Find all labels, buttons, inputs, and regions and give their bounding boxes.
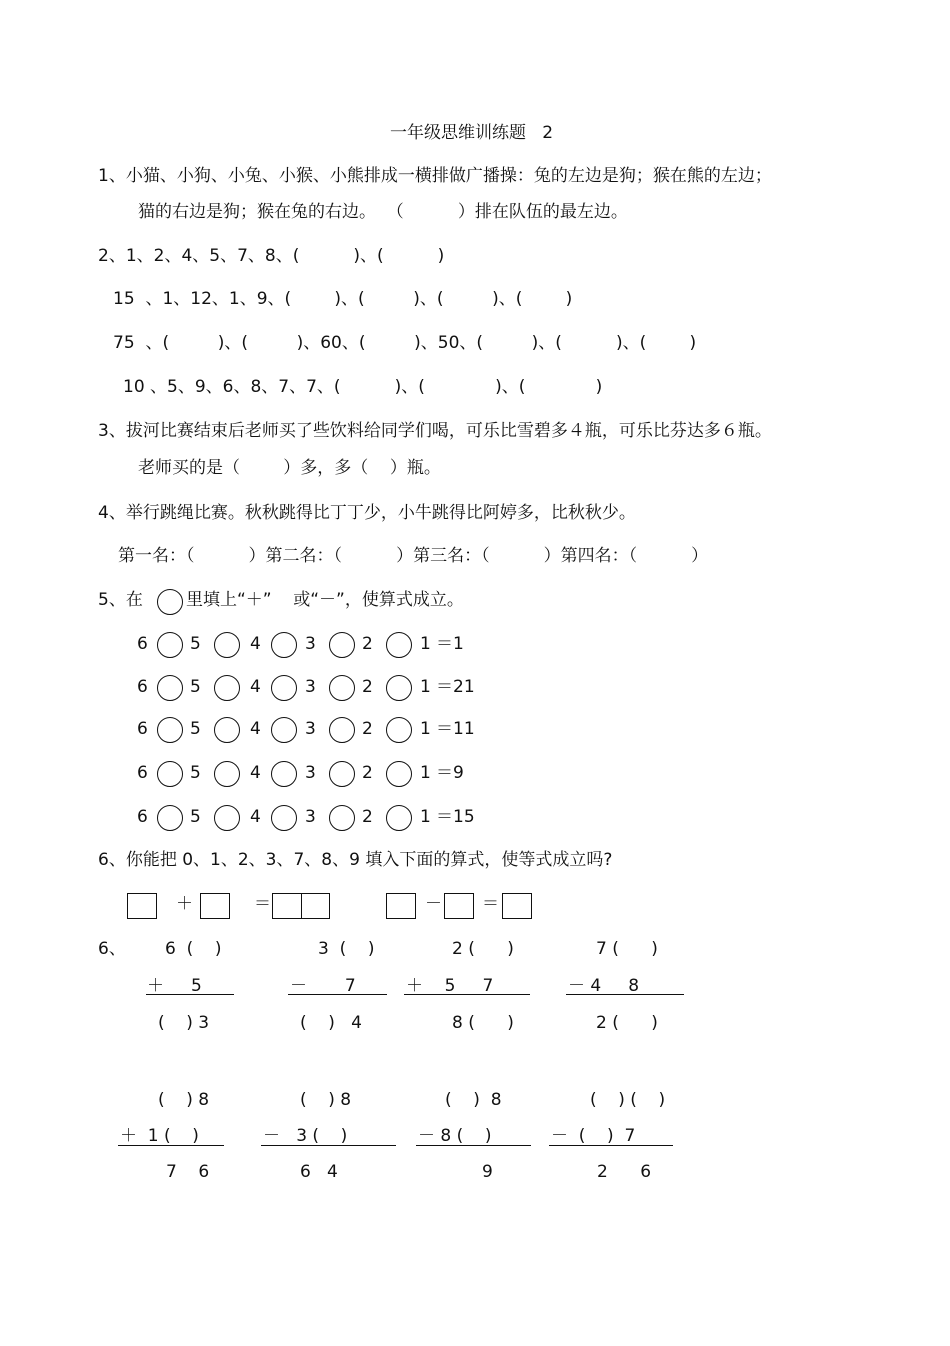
equation-number: 6 — [137, 719, 148, 739]
problem-result: 2 ( ) — [596, 1013, 658, 1033]
answer-box[interactable] — [127, 893, 157, 919]
q2-line3: 75 、( )、( )、60、( )、50、( )、( )、( ) — [113, 333, 697, 353]
problem-result: 9 — [482, 1162, 493, 1182]
operator-circle[interactable] — [271, 675, 297, 701]
equation-number: 2 — [362, 677, 373, 697]
problem-top: ( ) 8 — [158, 1090, 210, 1110]
operator-circle[interactable] — [271, 805, 297, 831]
operator-circle[interactable] — [329, 632, 355, 658]
sum-line — [288, 994, 387, 995]
equation-number: 6 — [137, 807, 148, 827]
q2-line4: 10 、5、9、6、8、7、7、( )、( )、( ) — [123, 377, 603, 397]
q4-line2: 第一名：（ ）第二名：（ ）第三名：（ ）第四名：（ ） — [118, 546, 709, 566]
problem-top: ( ) ( ) — [590, 1090, 666, 1110]
operator-circle[interactable] — [271, 761, 297, 787]
equation-result: ＝9 — [436, 763, 464, 783]
problem-operand: － ( ) 7 — [551, 1126, 636, 1146]
equation-number: 3 — [305, 634, 316, 654]
equation-result: ＝21 — [436, 677, 475, 697]
operator-circle[interactable] — [386, 805, 412, 831]
operator-circle-example — [157, 589, 183, 615]
operator-circle[interactable] — [157, 632, 183, 658]
equals-sign: ＝ — [254, 894, 271, 914]
problem-operand: ＋ 1 ( ) — [120, 1126, 199, 1146]
q6a-text: 6、你能把 0、1、2、3、7、8、9 填入下面的算式，使等式成立吗? — [98, 850, 613, 870]
problem-result: 7 6 — [166, 1162, 210, 1182]
problem-top: ( ) 8 — [300, 1090, 352, 1110]
operator-circle[interactable] — [214, 805, 240, 831]
operator-circle[interactable] — [329, 761, 355, 787]
equation-number: 1 — [420, 677, 431, 697]
plus-sign: ＋ — [176, 894, 193, 914]
equation-number: 4 — [250, 719, 261, 739]
operator-circle[interactable] — [386, 632, 412, 658]
q1-line1: 1、小猫、小狗、小兔、小猴、小熊排成一横排做广播操：兔的左边是狗；猴在熊的左边； — [98, 166, 772, 186]
operator-circle[interactable] — [329, 675, 355, 701]
equation-number: 5 — [190, 719, 201, 739]
operator-circle[interactable] — [386, 761, 412, 787]
problem-top: 6 ( ) — [165, 939, 222, 959]
operator-circle[interactable] — [386, 717, 412, 743]
problem-top: 7 ( ) — [596, 939, 658, 959]
equation-number: 3 — [305, 763, 316, 783]
equation-number: 1 — [420, 807, 431, 827]
equation-number: 5 — [190, 677, 201, 697]
equation-number: 5 — [190, 807, 201, 827]
sum-line — [146, 994, 234, 995]
sum-line — [118, 1145, 224, 1146]
equation-number: 5 — [190, 634, 201, 654]
equation-number: 3 — [305, 719, 316, 739]
q3-line1: 3、拔河比赛结束后老师买了些饮料给同学们喝，可乐比雪碧多４瓶，可乐比芬达多６瓶。 — [98, 421, 772, 441]
operator-circle[interactable] — [214, 632, 240, 658]
equation-number: 5 — [190, 763, 201, 783]
sum-line — [549, 1145, 673, 1146]
operator-circle[interactable] — [214, 675, 240, 701]
q6b-label: 6、 — [98, 939, 126, 959]
equals-sign: ＝ — [482, 894, 499, 914]
equation-number: 4 — [250, 677, 261, 697]
problem-operand: － 4 8 — [568, 976, 640, 996]
problem-top: 2 ( ) — [452, 939, 514, 959]
answer-box[interactable] — [444, 893, 474, 919]
operator-circle[interactable] — [271, 632, 297, 658]
sum-line — [416, 1145, 531, 1146]
equation-number: 2 — [362, 807, 373, 827]
two-digit-answer-box[interactable] — [272, 893, 330, 919]
problem-result: 8 ( ) — [452, 1013, 514, 1033]
equation-number: 2 — [362, 634, 373, 654]
operator-circle[interactable] — [386, 675, 412, 701]
minus-sign: － — [425, 894, 442, 914]
answer-box[interactable] — [386, 893, 416, 919]
q5-prefix: 5、在 — [98, 590, 143, 610]
problem-result: ( ) 4 — [300, 1013, 362, 1033]
problem-result: 2 6 — [597, 1162, 652, 1182]
answer-box[interactable] — [502, 893, 532, 919]
problem-operand: ＋ 5 7 — [406, 976, 494, 996]
problem-result: ( ) 3 — [158, 1013, 210, 1033]
sum-line — [261, 1145, 396, 1146]
q4-line1: 4、举行跳绳比赛。秋秋跳得比丁丁少，小牛跳得比阿婷多，比秋秋少。 — [98, 503, 636, 523]
q2-line1: 2、1、2、4、5、7、8、( )、( ) — [98, 246, 445, 266]
equation-result: ＝11 — [436, 719, 475, 739]
equation-number: 3 — [305, 677, 316, 697]
q1-line2: 猫的右边是狗；猴在兔的右边。 （ ）排在队伍的最左边。 — [138, 202, 628, 222]
equation-number: 2 — [362, 719, 373, 739]
equation-number: 6 — [137, 677, 148, 697]
answer-box[interactable] — [200, 893, 230, 919]
equation-number: 2 — [362, 763, 373, 783]
equation-number: 3 — [305, 807, 316, 827]
sum-line — [566, 994, 684, 995]
equation-number: 1 — [420, 634, 431, 654]
problem-top: ( ) 8 — [445, 1090, 502, 1110]
operator-circle[interactable] — [271, 717, 297, 743]
q2-line2: 15 、1、12、1、9、( )、( )、( )、( ) — [113, 289, 573, 309]
equation-number: 4 — [250, 763, 261, 783]
operator-circle[interactable] — [157, 761, 183, 787]
equation-number: 6 — [137, 634, 148, 654]
sum-line — [404, 994, 530, 995]
operator-circle[interactable] — [214, 761, 240, 787]
operator-circle[interactable] — [157, 675, 183, 701]
problem-operand: － 8 ( ) — [418, 1126, 492, 1146]
equation-number: 4 — [250, 634, 261, 654]
equation-number: 1 — [420, 763, 431, 783]
problem-operand: － 7 — [290, 976, 356, 996]
operator-circle[interactable] — [157, 717, 183, 743]
operator-circle[interactable] — [329, 717, 355, 743]
problem-operand: ＋ 5 — [147, 976, 202, 996]
operator-circle[interactable] — [329, 805, 355, 831]
problem-operand: － 3 ( ) — [263, 1126, 348, 1146]
operator-circle[interactable] — [214, 717, 240, 743]
equation-number: 4 — [250, 807, 261, 827]
q3-line2: 老师买的是（ ）多，多（ ）瓶。 — [138, 458, 441, 478]
operator-circle[interactable] — [157, 805, 183, 831]
problem-result: 6 4 — [300, 1162, 338, 1182]
page-title: 一年级思维训练题 2 — [390, 123, 554, 143]
equation-result: ＝15 — [436, 807, 475, 827]
equation-number: 6 — [137, 763, 148, 783]
q5-suffix: 里填上“＋” 或“－”，使算式成立。 — [186, 590, 464, 610]
problem-top: 3 ( ) — [318, 939, 375, 959]
equation-number: 1 — [420, 719, 431, 739]
equation-result: ＝1 — [436, 634, 464, 654]
